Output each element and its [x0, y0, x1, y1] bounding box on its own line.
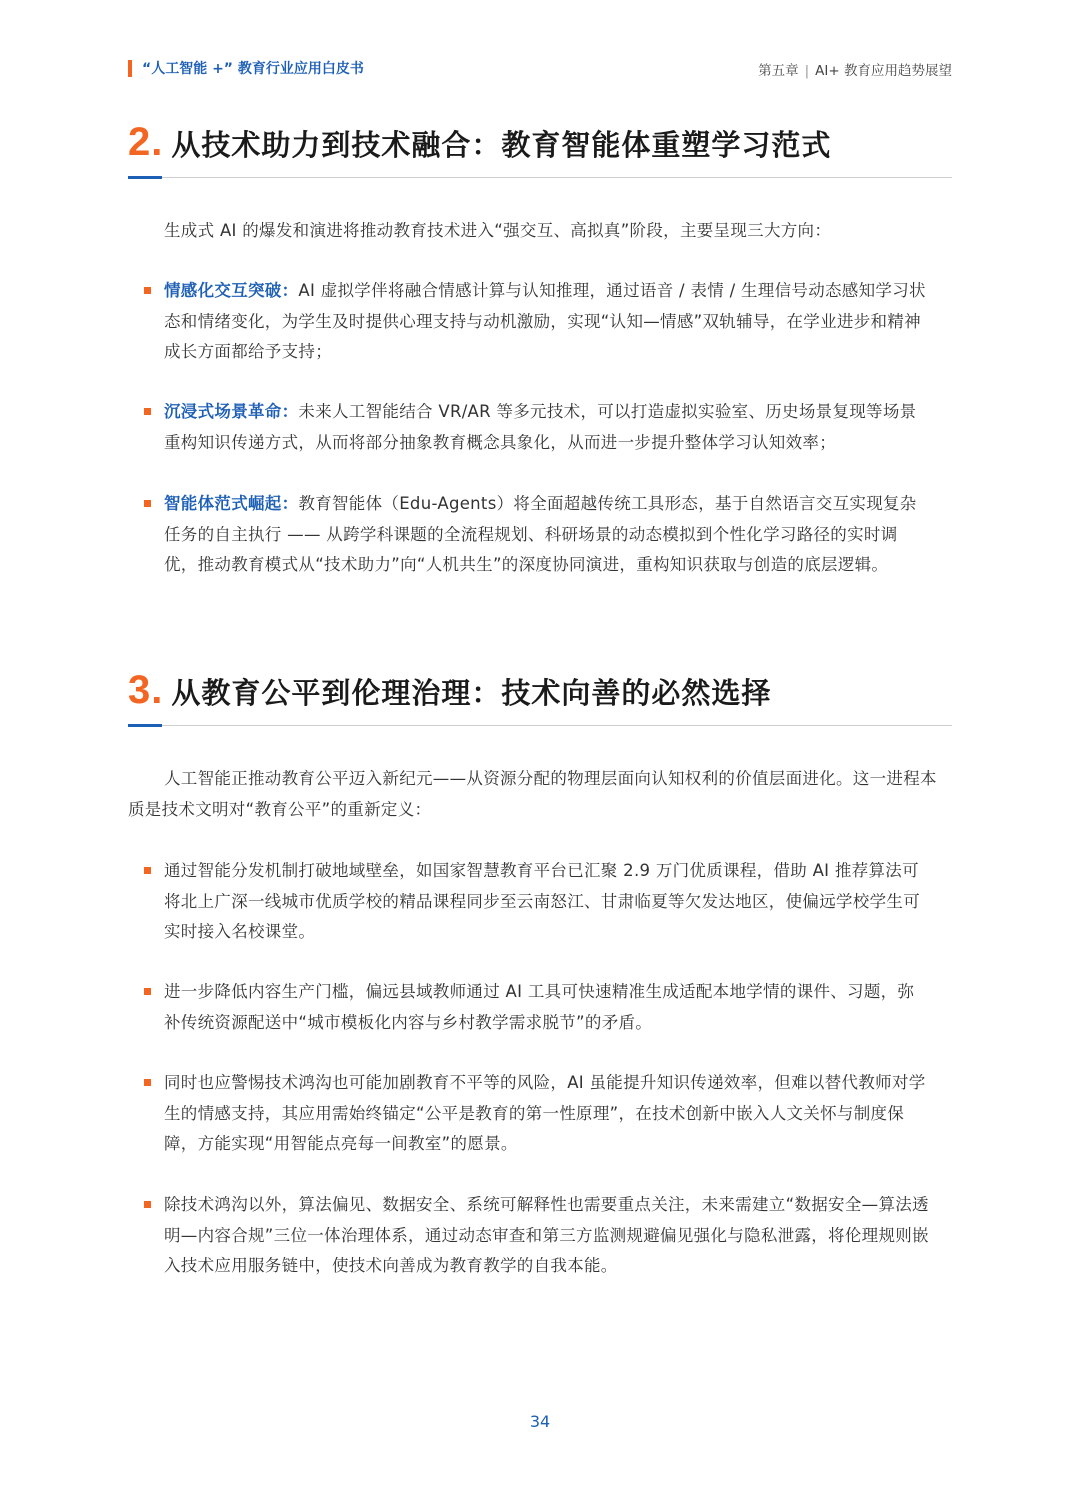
- section-3-intro: 人工智能正推动教育公平迈入新纪元——从资源分配的物理层面向认知权利的价值层面进化。这一进程本质是技术文明对“教育公平”的重新定义：: [128, 769, 937, 819]
- section-title: 从技术助力到技术融合：教育智能体重塑学习范式: [171, 128, 832, 162]
- section-2-heading: [128, 120, 952, 179]
- bullet-text: 进一步降低内容生产门槛，偏远县域教师通过 AI 工具可快速精准生成适配本地学情的课件、习题，弥补传统资源配送中“城市模板化内容与乡村教学需求脱节”的矛盾。: [164, 982, 915, 1032]
- bullet-marker: [144, 1201, 151, 1208]
- page-number: 34: [529, 1412, 551, 1431]
- bullet-label: 沉浸式场景革命：: [164, 402, 299, 421]
- bullet-marker: [144, 988, 151, 995]
- section-number: 2.: [128, 120, 164, 164]
- bullet-text: 教育智能体（Edu-Agents）将全面超越传统工具形态，基于自然语言交互实现复杂任务的自主执行 —— 从跨学科课题的全流程规划、科研场景的动态模拟到个性化学习路径的实时调优，推动教育模式从“技术助力”向“人机共生”的深度协同演进，重构知识获取与创造的底层逻辑。: [164, 494, 917, 574]
- chapter-label: [758, 59, 952, 79]
- chapter-number: 第五章: [758, 63, 799, 79]
- list-item: [164, 397, 930, 458]
- bullet-text: 除技术鸿沟以外，算法偏见、数据安全、系统可解释性也需要重点关注，未来需建立“数据安全—算法透明—内容合规”三位一体治理体系，通过动态审查和第三方监测规避偏见强化与隐私泄露，将伦理规则嵌入技术应用服务链中，使技术向善成为教育教学的自我本能。: [164, 1195, 929, 1275]
- list-item: [164, 1068, 930, 1160]
- bullet-marker: [144, 287, 151, 294]
- bullet-text: 通过智能分发机制打破地域壁垒，如国家智慧教育平台已汇聚 2.9 万门优质课程，借助 AI 推荐算法可将北上广深一线城市优质学校的精品课程同步至云南怒江、甘肃临夏等欠发达地区，使偏远学校学生可实时接入名校课堂。: [164, 861, 920, 941]
- list-item: [164, 977, 930, 1038]
- bullet-text: 同时也应警惕技术鸿沟也可能加剧教育不平等的风险，AI 虽能提升知识传递效率，但难以替代教师对学生的情感支持，其应用需始终锚定“公平是教育的第一性原理”，在技术创新中嵌入人文关怀与制度保障，方能实现“用智能点亮每一间教室”的愿景。: [164, 1073, 926, 1153]
- section-3-heading: [128, 668, 952, 727]
- header-accent-bar: [128, 60, 132, 77]
- bullet-marker: [144, 408, 151, 415]
- bullet-marker: [144, 867, 151, 874]
- list-item: [164, 1190, 930, 1282]
- page-header: [128, 58, 952, 82]
- bullet-label: 智能体范式崛起：: [164, 494, 299, 513]
- bullet-marker: [144, 500, 151, 507]
- bullet-text: AI 虚拟学伴将融合情感计算与认知推理，通过语音 / 表情 / 生理信号动态感知学习状态和情绪变化，为学生及时提供心理支持与动机激励，实现“认知—情感”双轨辅导，在学业进步和精神成长方面都给予支持；: [164, 281, 926, 361]
- list-item: [164, 856, 930, 948]
- section-divider: [128, 176, 952, 179]
- list-item: [164, 489, 930, 581]
- header-left: [128, 58, 364, 78]
- list-item: [164, 276, 930, 368]
- section-2-intro: 生成式 AI 的爆发和演进将推动教育技术进入“强交互、高拟真”阶段，主要呈现三大方向：: [164, 221, 832, 240]
- document-title: “人工智能 +” 教育行业应用白皮书: [142, 61, 364, 77]
- bullet-text: 未来人工智能结合 VR/AR 等多元技术，可以打造虚拟实验室、历史场景复现等场景重构知识传递方式，从而将部分抽象教育概念具象化，从而进一步提升整体学习认知效率；: [164, 402, 917, 452]
- bullet-marker: [144, 1079, 151, 1086]
- chapter-title: AI+ 教育应用趋势展望: [815, 63, 952, 79]
- header-separator: |: [804, 63, 810, 79]
- section-number: 3.: [128, 668, 164, 712]
- section-title: 从教育公平到伦理治理：技术向善的必然选择: [171, 676, 772, 710]
- section-divider: [128, 724, 952, 727]
- bullet-label: 情感化交互突破：: [164, 281, 299, 300]
